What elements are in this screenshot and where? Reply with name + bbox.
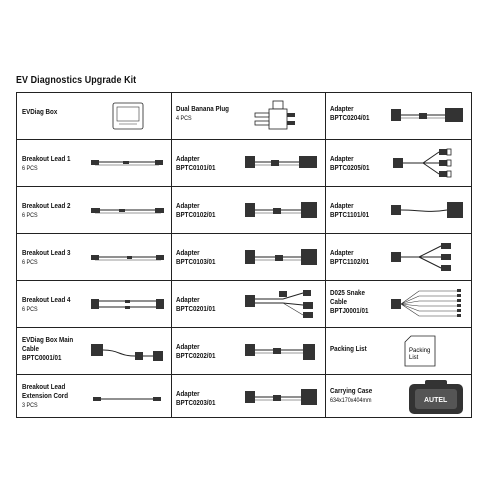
packing-list-image (389, 334, 467, 368)
item-adapter-bptc0102 (171, 187, 325, 234)
item-adapter-bptc0204 (325, 93, 471, 140)
item-name: Adapter (330, 104, 354, 113)
adapter-bptc0101-image (243, 146, 321, 180)
item-part-number: BPTC0205/01 (330, 163, 370, 172)
adapter-bptc1101-image (389, 193, 467, 227)
item-breakout-lead-3 (17, 234, 171, 281)
snake-cable-image (389, 287, 467, 321)
column-3 (325, 93, 471, 417)
item-part-number: BPTC0103/01 (176, 257, 216, 266)
item-name: Packing List (330, 344, 367, 353)
adapter-bptc1102-image (389, 240, 467, 274)
item-breakout-lead-2 (17, 187, 171, 234)
item-name: Carrying Case (330, 386, 373, 395)
item-name: Adapter (330, 154, 354, 163)
item-adapter-bptc0201 (171, 281, 325, 328)
item-name: D025 Snake (330, 288, 365, 297)
item-name-line-2: Cable (330, 297, 347, 306)
item-dimensions: 634x170x404mm (330, 397, 372, 404)
item-adapter-bptc0205 (325, 140, 471, 187)
item-part-number: BPTC0204/01 (330, 113, 370, 122)
item-adapter-bptc0202 (171, 328, 325, 375)
item-part-number: BPTC0102/01 (176, 210, 216, 219)
item-part-number: BPTC0001/01 (22, 353, 62, 362)
item-evdiag-box (17, 93, 171, 140)
item-packing-list (325, 328, 471, 375)
adapter-bptc0202-image (243, 334, 321, 368)
item-name: Dual Banana Plug (176, 104, 229, 113)
item-extension-cord (17, 375, 171, 419)
adapter-bptc0102-image (243, 193, 321, 227)
carrying-case-image (403, 378, 469, 416)
item-name: Breakout Lead 3 (22, 248, 71, 257)
breakout-lead-1-image (89, 146, 167, 180)
item-dual-banana-plug (171, 93, 325, 140)
item-name: Breakout Lead 4 (22, 295, 71, 304)
item-name: Breakout Lead 1 (22, 154, 71, 163)
item-name: Adapter (176, 295, 200, 304)
column-2 (171, 93, 326, 417)
item-adapter-bptc0203 (171, 375, 325, 419)
adapter-bptc0103-image (243, 240, 321, 274)
item-quantity: 6 PCS (22, 165, 38, 172)
item-name: Breakout Lead 2 (22, 201, 71, 210)
item-breakout-lead-4 (17, 281, 171, 328)
main-cable-image (89, 334, 167, 368)
adapter-bptc0204-image (389, 99, 467, 133)
adapter-bptc0201-image (243, 287, 321, 321)
item-name: Adapter (176, 389, 200, 398)
item-quantity: 6 PCS (22, 306, 38, 313)
item-part-number: BPTC0202/01 (176, 351, 216, 360)
extension-cord-image (89, 381, 167, 415)
evdiag-box-image (89, 99, 167, 133)
kit-contents-table (16, 92, 472, 418)
item-adapter-bptc1101 (325, 187, 471, 234)
item-name: EVDiag Box (22, 107, 58, 116)
case-brand-logo: AUTEL (424, 397, 448, 404)
item-quantity: 6 PCS (22, 259, 38, 266)
item-adapter-bptc0103 (171, 234, 325, 281)
item-quantity: 3 PCS (22, 402, 38, 409)
item-quantity: 6 PCS (22, 212, 38, 219)
item-d025-snake-cable (325, 281, 471, 328)
page-title: EV Diagnostics Upgrade Kit (16, 74, 137, 86)
banana-plug-image (243, 99, 321, 133)
item-evdiag-main-cable (17, 328, 171, 375)
item-name-line-2: Cable (22, 344, 39, 353)
item-name: Adapter (176, 342, 200, 351)
breakout-lead-2-image (89, 193, 167, 227)
breakout-lead-3-image (89, 240, 167, 274)
adapter-bptc0203-image (243, 381, 321, 415)
adapter-bptc0205-image (389, 146, 467, 180)
item-name-line-2: Extension Cord (22, 391, 69, 400)
item-carrying-case (325, 375, 471, 419)
packing-list-text-2: List (409, 355, 419, 361)
item-part-number: BPTC1102/01 (330, 257, 370, 266)
item-breakout-lead-1 (17, 140, 171, 187)
packing-list-text-1: Packing (409, 348, 431, 354)
item-part-number: BPTJ0001/01 (330, 306, 369, 315)
item-name: EVDiag Box Main (22, 335, 74, 344)
item-adapter-bptc0101 (171, 140, 325, 187)
item-quantity: 4 PCS (176, 115, 192, 122)
item-name: Adapter (176, 154, 200, 163)
item-name: Adapter (176, 248, 200, 257)
item-part-number: BPTC0201/01 (176, 304, 216, 313)
item-part-number: BPTC0101/01 (176, 163, 216, 172)
item-part-number: BPTC1101/01 (330, 210, 370, 219)
item-name: Adapter (330, 248, 354, 257)
item-part-number: BPTC0203/01 (176, 398, 216, 407)
column-1 (17, 93, 172, 417)
item-name: Adapter (176, 201, 200, 210)
breakout-lead-4-image (89, 287, 167, 321)
item-adapter-bptc1102 (325, 234, 471, 281)
item-name: Breakout Lead (22, 382, 66, 391)
item-name: Adapter (330, 201, 354, 210)
